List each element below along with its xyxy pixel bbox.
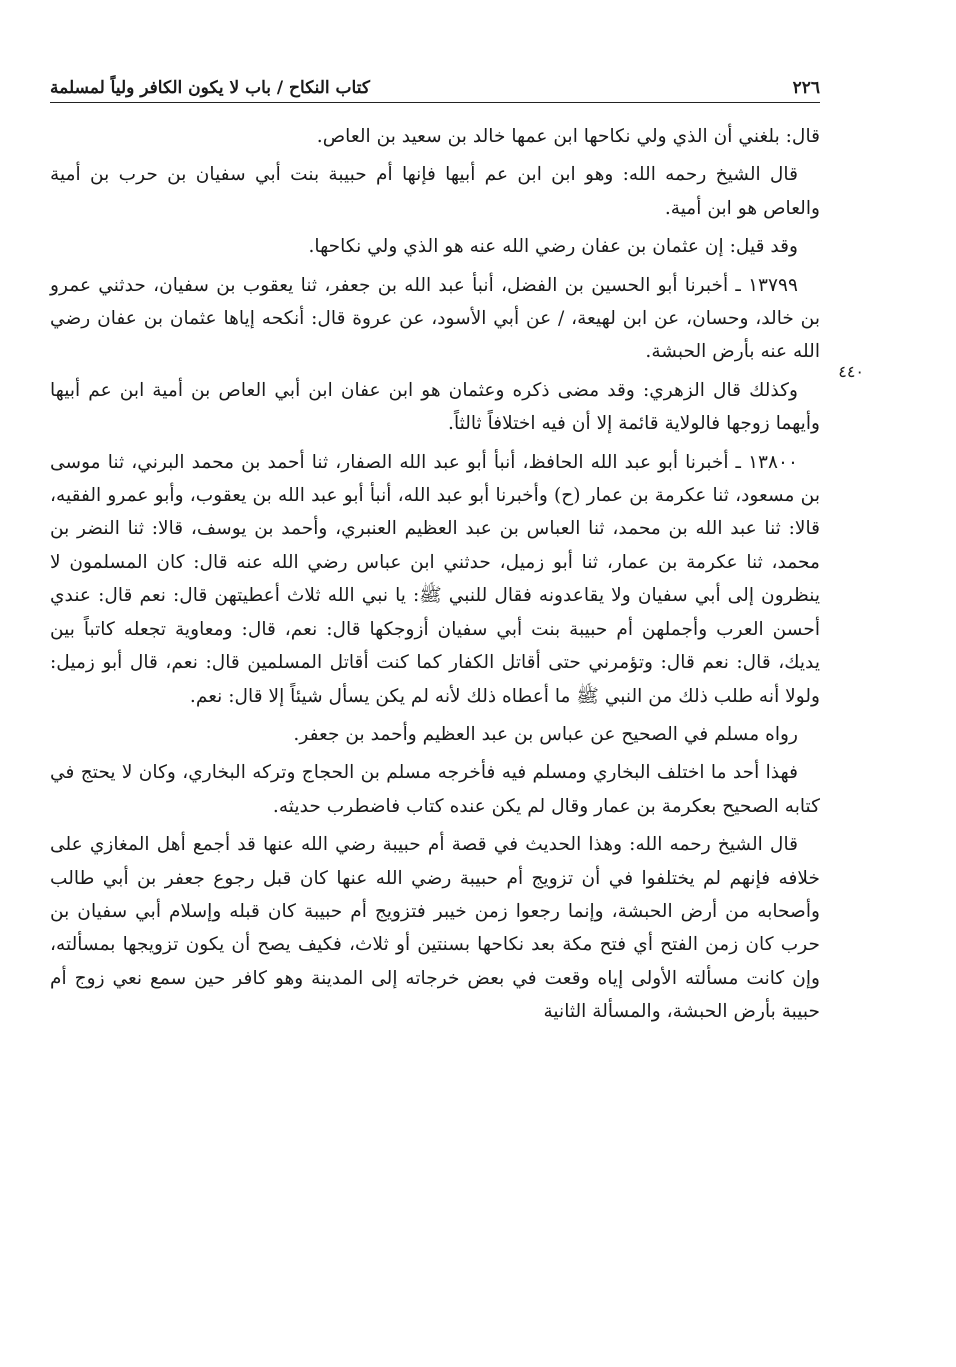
paragraph: قال الشيخ رحمه الله: وهو ابن ابن عم أبيها فإنها أم حبيبة بنت أبي سفيان بن حرب بن أمية والعاص هو ابن أمية. <box>50 164 820 219</box>
hadith-13799: ١٣٧٩٩ ـ أخبرنا أبو الحسين بن الفضل، أنبأ عبد الله بن جعفر، ثنا يعقوب بن سفيان، حدثني عمرو بن خالد، وحسان، عن ابن لهيعة، / عن أبي الأسود، عن عروة قال: أنكحه إياها عثمان بن عفان رضي الله عنه بأرض الحبشة. <box>50 274 820 363</box>
hadith-13800: ١٣٨٠٠ ـ أخبرنا أبو عبد الله الحافظ، أنبأ أبو عبد الله الصفار، ثنا أحمد بن محمد البرني، ثنا موسى بن مسعود، ثنا عكرمة بن عمار (ح) وأخبرنا أبو عبد الله، أنبأ أبو عبد الله بن يعقوب، وأبو عمرو الفقيه، قالا: ثنا عبد الله بن محمد، ثنا العباس بن عبد العظيم العنبري، وأحمد بن يوسف، قالا: ثنا النضر بن محمد، ثنا عكرمة بن عمار، ثنا أبو زميل، حدثني ابن عباس رضي الله عنه قال: كان المسلمون لا ينظرون إلى أبي سفيان ولا يقاعدونه فقال للنبي ﷺ: يا نبي الله ثلاث أعطيتهن قال: نعم قال: عندي أحسن العرب وأجملهن أم حبيبة بنت أبي سفيان أزوجكها قال: نعم، قال: ومعاوية تجعله كاتباً بين يديك، قال: نعم قال: وتؤمرني حتى أقاتل الكفار كما كنت أقاتل المسلمين قال: نعم، قال أبو زميل: ولولا أنه طلب ذلك من النبي ﷺ ما أعطاه ذلك لأنه لم يكن يسأل شيئاً إلا قال: نعم. <box>50 451 820 707</box>
page-header <box>50 62 820 103</box>
margin-page-reference: ٤٤٠ <box>838 362 864 381</box>
paragraph: رواه مسلم في الصحيح عن عباس بن عبد العظيم وأحمد بن جعفر. <box>293 723 798 745</box>
paragraph: قال الشيخ رحمه الله: وهذا الحديث في قصة أم حبيبة رضي الله عنها قد أجمع أهل المغازي على خلافه فإنهم لم يختلفوا في أن تزويج أم حبيبة رضي الله عنها كان قبل رجوع جعفر بن أبي طالب وأصحابه من أرض الحبشة، وإنما رجعوا زمن خيبر فتزويج أم حبيبة كان قبله وإسلام أبي سفيان بن حرب كان زمن الفتح أي فتح مكة بعد نكاحها بسنتين أو ثلاث، فكيف يصح أن يكون تزويجها بمسألته، وإن كانت مسألته الأولى إياه وقعت في بعض خرجاته إلى المدينة وهو كافر حين سمع نعي زوج أم حبيبة بأرض الحبشة، والمسألة الثانية <box>50 834 820 1023</box>
paragraph: فهذا أحد ما اختلف البخاري ومسلم فيه فأخرجه مسلم بن الحجاج وتركه البخاري، وكان لا يحتج في كتابه الصحيح بعكرمة بن عمار وقال لم يكن عنده كتاب فاضطرب حديثه. <box>50 762 820 817</box>
paragraph: قال: بلغني أن الذي ولي نكاحها ابن عمها خالد بن سعيد بن العاص. <box>316 126 820 147</box>
book-page <box>50 62 864 1352</box>
paragraph: وكذلك قال الزهري: وقد مضى ذكره وعثمان هو ابن عفان ابن أبي العاص بن أمية ابن عم أبيها وأيهما زوجها فالولاية قائمة إلا أن فيه اختلافاً ثالثاً. <box>50 379 820 435</box>
running-title: كتاب النكاح / باب لا يكون الكافر ولياً لمسلمة <box>50 78 370 98</box>
paragraph: وقد قيل: إن عثمان بن عفان رضي الله عنه هو الذي ولي نكاحها. <box>308 236 798 258</box>
page-body <box>50 120 820 1034</box>
page-number: ٢٢٦ <box>792 78 820 98</box>
